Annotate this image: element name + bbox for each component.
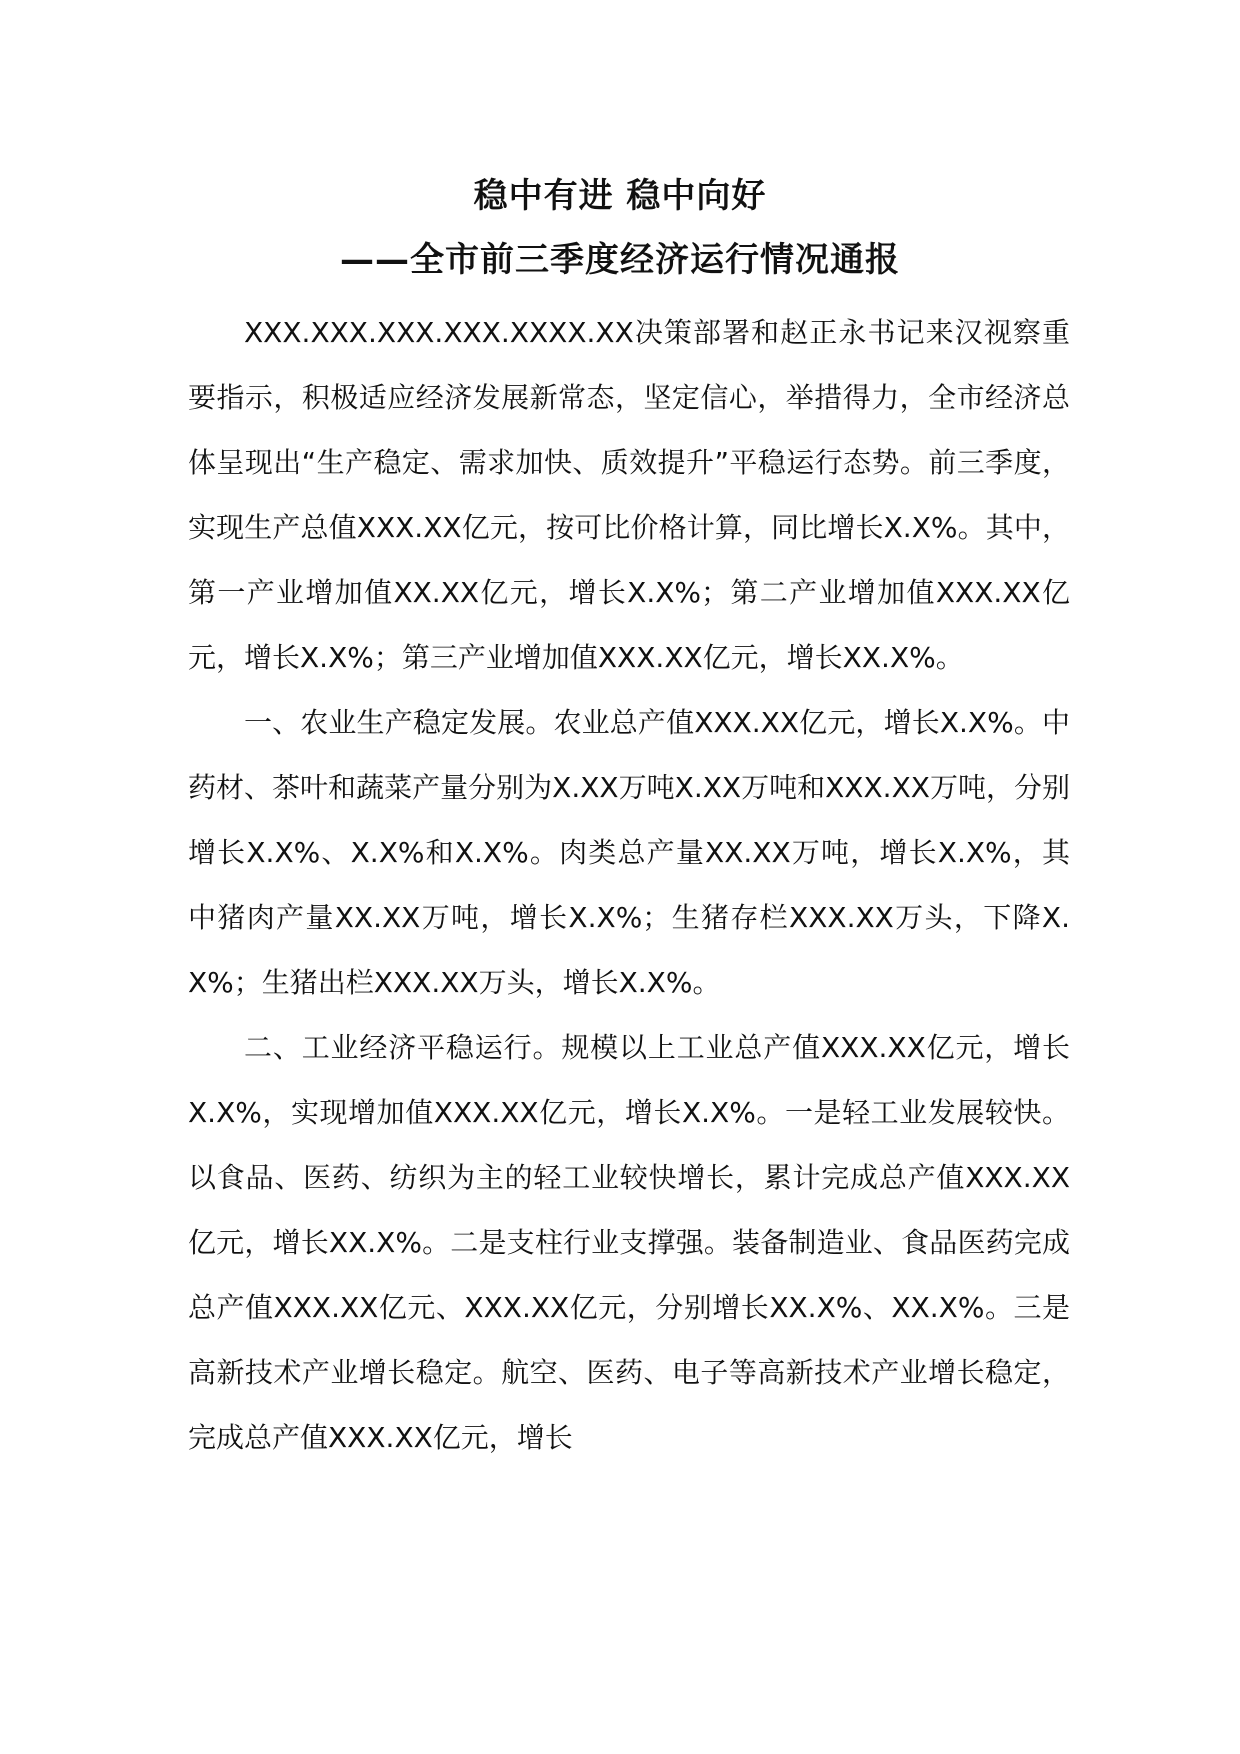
paragraph-intro: XXX.XXX.XXX.XXX.XXXX.XX决策部署和赵正永书记来汉视察重要指示，积极适应经济发展新常态，坚定信心，举措得力，全市经济总体呈现出“生产稳定、需求加快、质效提升”平稳运行态势。前三季度，实现生产总值XXX.XX亿元，按可比价格计算，同比增长X.X%。其中，第一产业增加值XX.XX亿元，增长X.X%；第二产业增加值XXX.XX亿元，增长X.X%；第三产业增加值XXX.XX亿元，增长XX.X%。 [188,316,1070,674]
paragraph-agriculture: 一、农业生产稳定发展。农业总产值XXX.XX亿元，增长X.X%。中药材、茶叶和蔬菜产量分别为X.XX万吨X.XX万吨和XXX.XX万吨，分别增长X.X%、X.X%和X.X%。肉类总产量XX.XX万吨，增长X.X%，其中猪肉产量XX.XX万吨，增长X.X%；生猪存栏XXX.XX万头，下降X.X%；生猪出栏XXX.XX万头，增长X.X%。 [188,706,1070,999]
document-subtitle: ——全市前三季度经济运行情况通报 [340,240,900,280]
document-title: 稳中有进 稳中向好 [473,176,767,216]
paragraph-industry: 二、工业经济平稳运行。规模以上工业总产值XXX.XX亿元，增长X.X%，实现增加值XXX.XX亿元，增长X.X%。一是轻工业发展较快。以食品、医药、纺织为主的轻工业较快增长，累计完成总产值XXX.XX亿元，增长XX.X%。二是支柱行业支撑强。装备制造业、食品医药完成总产值XXX.XX亿元、XXX.XX亿元，分别增长XX.X%、XX.X%。三是高新技术产业增长稳定。航空、医药、电子等高新技术产业增长稳定，完成总产值XXX.XX亿元，增长 [188,1031,1070,1454]
document-body [188,300,1070,1470]
